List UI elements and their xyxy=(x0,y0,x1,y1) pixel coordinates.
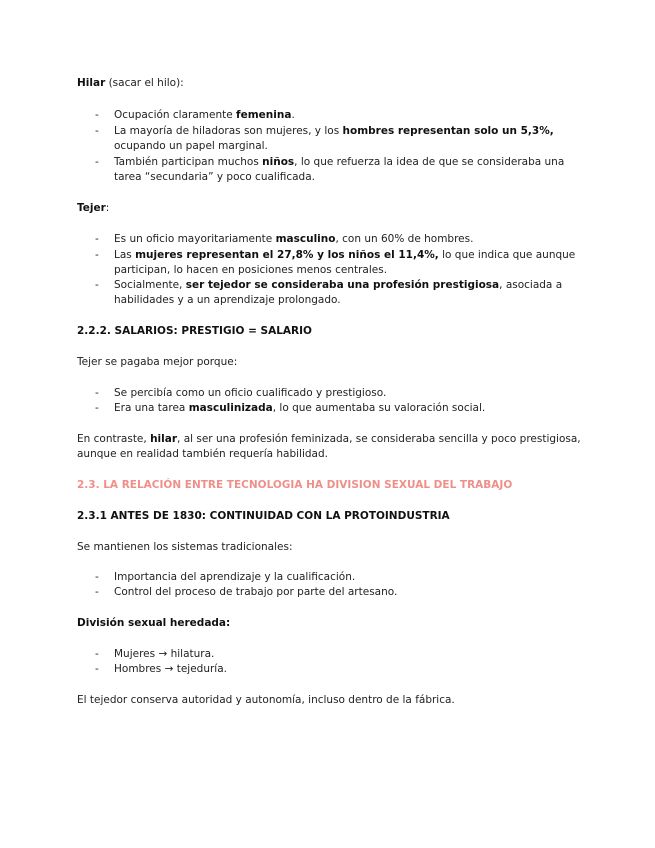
list-item: Es un oficio mayoritariamente masculino, con un 60% de hombres. xyxy=(114,233,474,245)
list-item-continuation: habilidades y a un aprendizaje prolongado. xyxy=(114,294,341,306)
list-item: Las mujeres representan el 27,8% y los niños el 11,4%, lo que indica que aunque xyxy=(114,249,576,261)
hilar-title: Hilar (sacar el hilo): xyxy=(77,77,184,89)
list-item: Era una tarea masculinizada, lo que aumentaba su valoración social. xyxy=(114,402,486,414)
division-title: División sexual heredada: xyxy=(77,617,231,629)
list-bullet: - xyxy=(95,402,99,414)
list-bullet: - xyxy=(95,571,99,583)
list-item: También participan muchos niños, lo que refuerza la idea de que se consideraba una xyxy=(114,156,565,168)
list-item: Control del proceso de trabajo por parte del artesano. xyxy=(114,586,398,598)
list-bullet: - xyxy=(95,125,99,137)
list-bullet: - xyxy=(95,109,99,121)
list-bullet: - xyxy=(95,586,99,598)
list-item-continuation: participan, lo hacen en posiciones menos centrales. xyxy=(114,264,388,276)
list-item: Socialmente, ser tejedor se consideraba una profesión prestigiosa, asociada a xyxy=(114,279,563,291)
list-bullet: - xyxy=(95,387,99,399)
list-item-continuation: ocupando un papel marginal. xyxy=(114,140,268,152)
list-item: Se percibía como un oficio cualificado y prestigioso. xyxy=(114,387,387,399)
list-item: Ocupación claramente femenina. xyxy=(114,109,295,121)
list-item: Importancia del aprendizaje y la cualificación. xyxy=(114,571,356,583)
list-item: La mayoría de hiladoras son mujeres, y los hombres representan solo un 5,3%, xyxy=(114,125,554,137)
list-item: Hombres → tejeduría. xyxy=(114,663,227,675)
salarios-heading: 2.2.2. SALARIOS: PRESTIGIO = SALARIO xyxy=(77,325,312,337)
list-bullet: - xyxy=(95,249,99,261)
tejer-title: Tejer: xyxy=(77,202,110,214)
list-bullet: - xyxy=(95,279,99,291)
list-bullet: - xyxy=(95,156,99,168)
list-bullet: - xyxy=(95,648,99,660)
list-item-continuation: tarea “secundaria” y poco cualificada. xyxy=(114,171,315,183)
list-bullet: - xyxy=(95,233,99,245)
list-item: Mujeres → hilatura. xyxy=(114,648,215,660)
section-2-3-heading: 2.3. LA RELACIÓN ENTRE TECNOLOGIA HA DIVISION SEXUAL DEL TRABAJO xyxy=(77,479,513,491)
closing-paragraph: El tejedor conserva autoridad y autonomía, incluso dentro de la fábrica. xyxy=(77,694,455,706)
section-2-3-1-heading: 2.3.1 ANTES DE 1830: CONTINUIDAD CON LA PROTOINDUSTRIA xyxy=(77,510,450,522)
section-2-3-1-intro: Se mantienen los sistemas tradicionales: xyxy=(77,541,293,553)
list-bullet: - xyxy=(95,663,99,675)
salarios-intro: Tejer se pagaba mejor porque: xyxy=(77,356,238,368)
contrast-paragraph-continuation: aunque en realidad también requería habilidad. xyxy=(77,448,328,460)
contrast-paragraph: En contraste, hilar, al ser una profesión feminizada, se consideraba sencilla y poco prestigiosa, xyxy=(77,433,581,445)
